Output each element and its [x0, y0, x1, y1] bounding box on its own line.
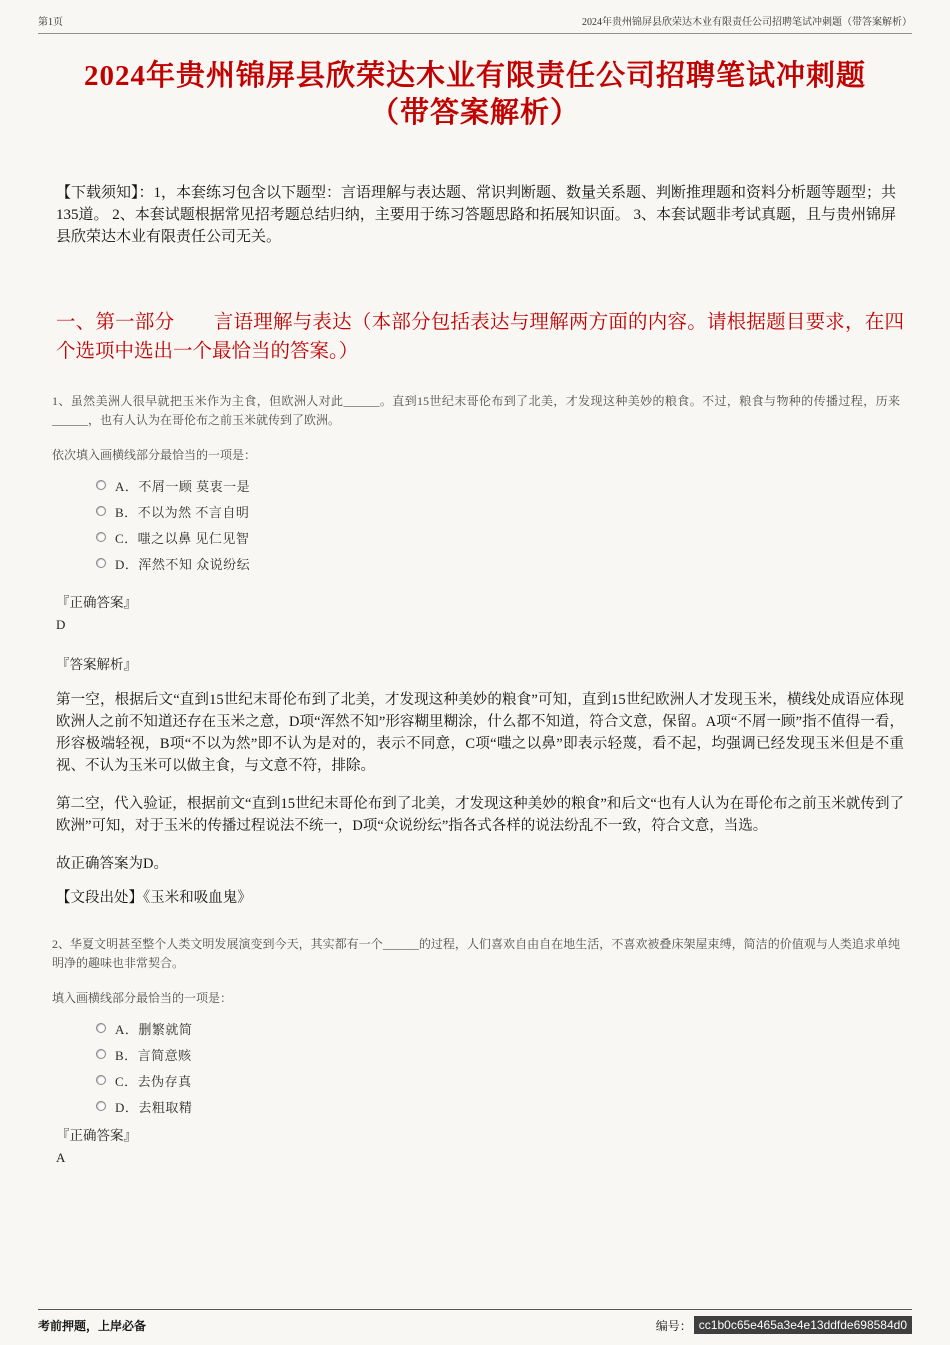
question-2-prompt: 填入画横线部分最恰当的一项是： — [52, 991, 233, 1005]
question-1-option-a[interactable] — [96, 477, 950, 493]
question-2-answer-label: 『正确答案』 — [56, 1128, 137, 1143]
question-2-option-a[interactable] — [96, 1020, 950, 1036]
option-label: A．删繁就简 — [115, 1021, 193, 1037]
radio-icon[interactable] — [96, 1101, 106, 1111]
question-2-option-b[interactable] — [96, 1046, 950, 1062]
question-2-stem: 2、华夏文明甚至整个人类文明发展演变到今天，其实都有一个______的过程，人们喜欢自由自在地生活，不喜欢被叠床架屋束缚，简洁的价值观与人类追求单纯明净的趣味也非常契合。 — [52, 937, 900, 970]
footer-code-label: 编号： — [655, 1318, 692, 1333]
question-1-answer: D — [56, 617, 66, 632]
option-label: A．不屑一顾 莫衷一是 — [115, 478, 251, 494]
page-header — [38, 13, 912, 34]
option-label: C．嗤之以鼻 见仁见智 — [115, 530, 250, 546]
question-2-options — [96, 1020, 950, 1114]
question-1-analysis-paragraph-1: 第一空，根据后文“直到15世纪末哥伦布到了北美，才发现这种美妙的粮食”可知，直到15世纪欧洲人才发现玉米，横线处成语应体现欧洲人之前不知道还存在玉米之意，D项“浑然不知”形容糊里糊涂，什么都不知道，符合文意，保留。A项“不屑一顾”指不值得一看，形容极端轻视，B项“不以为然”即不认为是对的，表示不同意，C项“嗤之以鼻”即表示轻蔑，看不起，均强调已经发现玉米但是不重视、不认为玉米可以做主食，与文意不符，排除。 — [56, 692, 904, 774]
header-doc-title: 2024年贵州锦屏县欣荣达木业有限责任公司招聘笔试冲刺题（带答案解析） — [582, 17, 912, 28]
question-2-answer: A — [56, 1150, 66, 1165]
option-label: D．浑然不知 众说纷纭 — [115, 556, 251, 572]
option-label: D．去粗取精 — [115, 1099, 193, 1115]
question-1-options — [96, 477, 950, 571]
page-footer — [38, 1309, 912, 1334]
radio-icon[interactable] — [96, 1075, 106, 1085]
question-2 — [0, 935, 950, 1166]
option-label: B．不以为然 不言自明 — [115, 504, 250, 520]
radio-icon[interactable] — [96, 506, 106, 516]
radio-icon[interactable] — [96, 1049, 106, 1059]
section-heading: 一、第一部分 言语理解与表达（本部分包括表达与理解两方面的内容。请根据题目要求，在四个选项中选出一个最恰当的答案。） — [56, 312, 904, 362]
document-title-line2: （带答案解析） — [369, 97, 580, 129]
question-1-analysis-paragraph-2: 第二空，代入验证，根据前文“直到15世纪末哥伦布到了北美，才发现这种美妙的粮食”和后文“也有人认为在哥伦布之前玉米就传到了欧洲”可知，对于玉米的传播过程说法不统一，D项“众说纷纭”指各式各样的说法纷乱不一致，符合文意，当选。 — [56, 796, 904, 834]
footer-code-area — [656, 1316, 912, 1334]
radio-icon[interactable] — [96, 532, 106, 542]
question-2-option-d[interactable] — [96, 1098, 950, 1114]
question-1 — [0, 392, 950, 909]
question-1-answer-label: 『正确答案』 — [56, 595, 137, 610]
question-1-conclusion: 故正确答案为D。 — [56, 856, 168, 872]
question-1-option-c[interactable] — [96, 529, 950, 545]
radio-icon[interactable] — [96, 558, 106, 568]
option-label: C．去伪存真 — [115, 1073, 192, 1089]
footer-slogan: 考前押题，上岸必备 — [38, 1318, 147, 1333]
option-label: B．言简意赅 — [115, 1047, 192, 1063]
question-1-source: 【文段出处】《玉米和吸血鬼》 — [56, 890, 252, 906]
question-1-analysis-label: 『答案解析』 — [56, 657, 137, 672]
radio-icon[interactable] — [96, 1023, 106, 1033]
radio-icon[interactable] — [96, 480, 106, 490]
question-2-option-c[interactable] — [96, 1072, 950, 1088]
question-1-stem: 1、虽然美洲人很早就把玉米作为主食，但欧洲人对此______。直到15世纪末哥伦布到了北美，才发现这种美妙的粮食。不过，粮食与物种的传播过程，历来______，也有人认为在哥伦布之前玉米就传到了欧洲。 — [52, 394, 900, 427]
question-1-option-d[interactable] — [96, 555, 950, 571]
footer-code-value: cc1b0c65e465a3e4e13ddfde698584d0 — [694, 1316, 912, 1334]
document-title — [40, 58, 910, 132]
question-1-prompt: 依次填入画横线部分最恰当的一项是： — [52, 448, 257, 462]
question-1-option-b[interactable] — [96, 503, 950, 519]
page-number: 第1页 — [38, 17, 63, 28]
download-notice: 【下载须知】：1，本套练习包含以下题型：言语理解与表达题、常识判断题、数量关系题、判断推理题和资料分析题等题型；共135道。 2、本套试题根据常见招考题总结归纳，主要用于练习答题思路和拓展知识面。 3、本套试题非考试真题，且与贵州锦屏县欣荣达木业有限责任公司无关。 — [56, 185, 897, 245]
document-title-line1: 2024年贵州锦屏县欣荣达木业有限责任公司招聘笔试冲刺题 — [83, 60, 866, 92]
